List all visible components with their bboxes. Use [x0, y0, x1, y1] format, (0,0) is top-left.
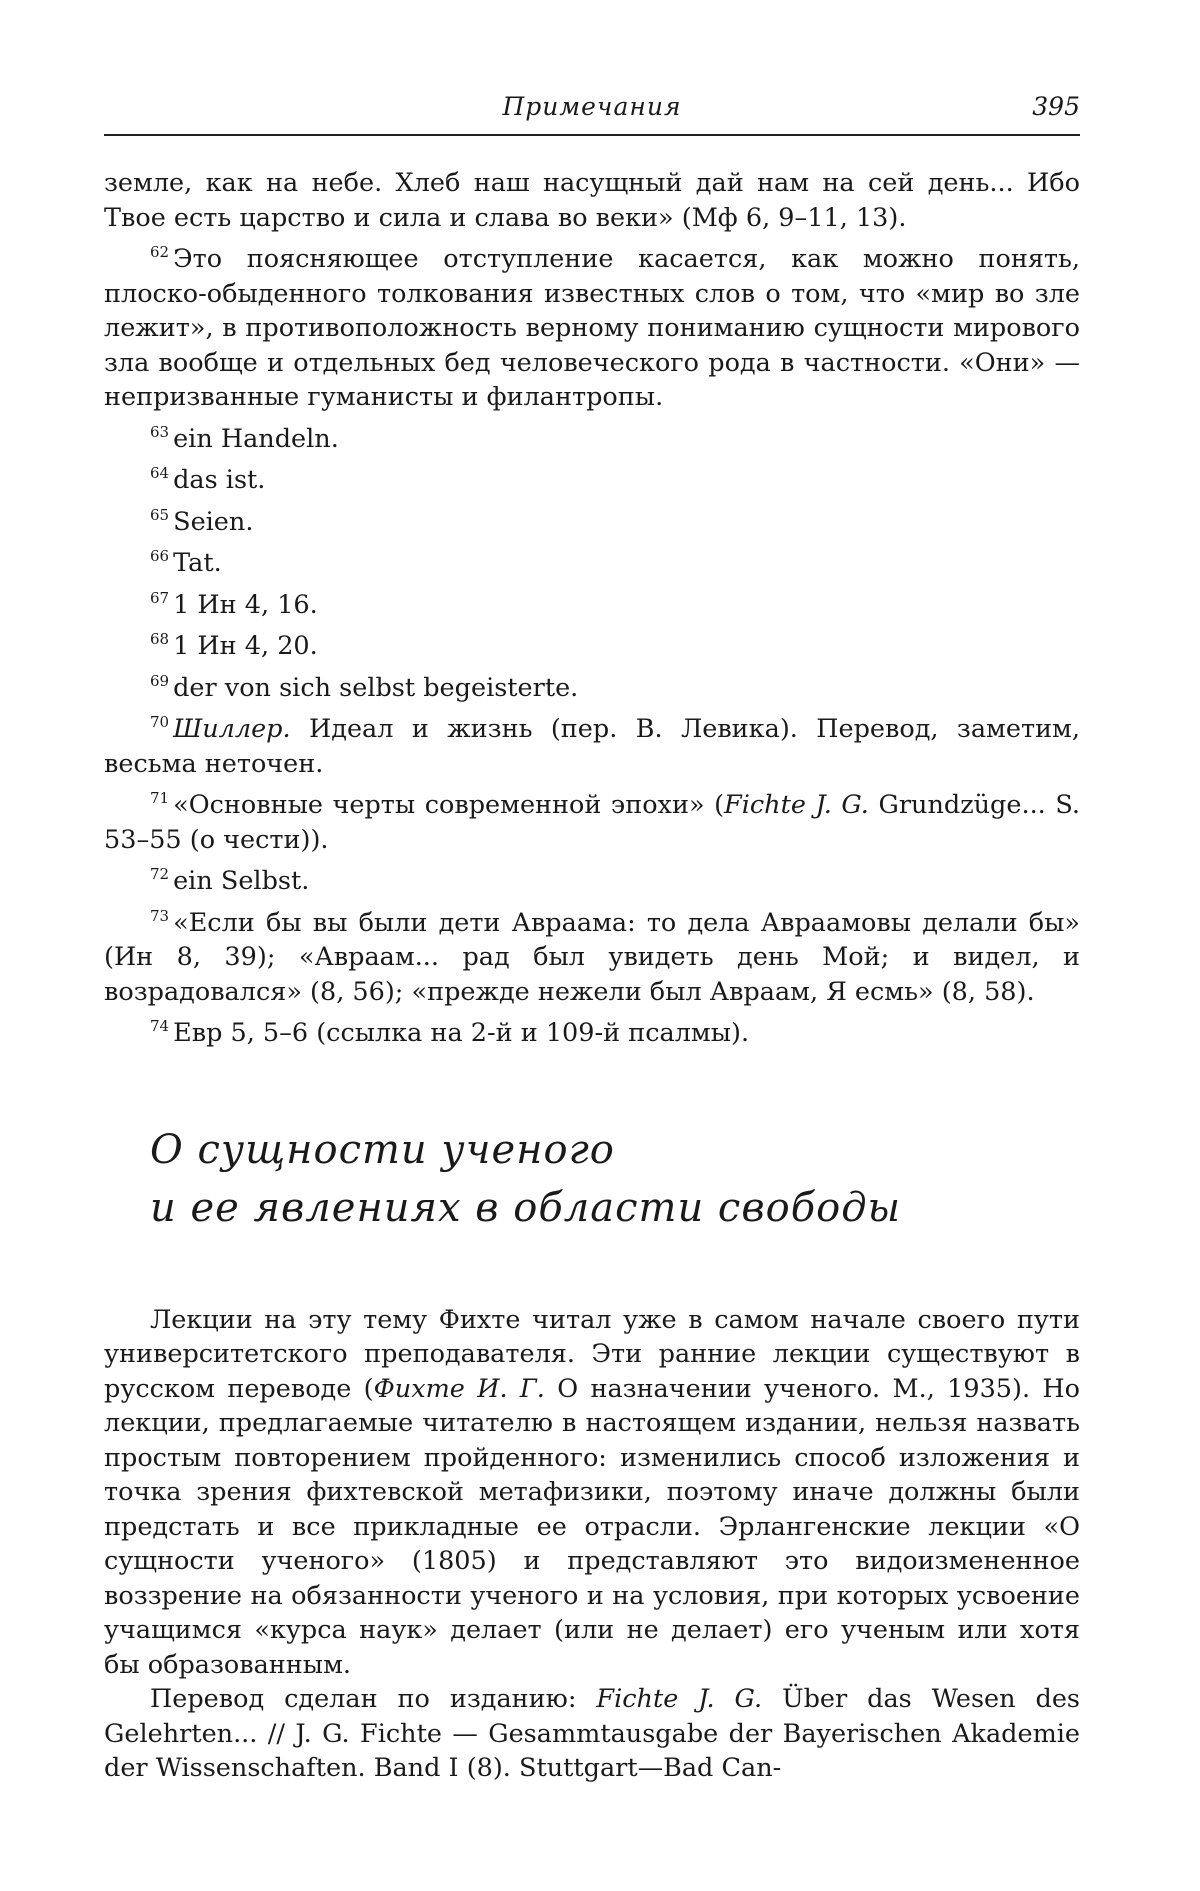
note-number: 74	[150, 1017, 170, 1035]
paragraph-text: Über das Wesen des Gelehrten... // J. G. Fichte — Gesammtausgabe der Bayerischen Akademie der Wissenschaften. Band I (8). Stuttgart—Bad Can-	[104, 1684, 1080, 1783]
note-text: «Если бы вы были дети Авраама: то дела Авраамовы делали бы» (Ин 8, 39); «Авраам... рад был увидеть день Мой; и видел, и возрадовался» (8, 56); «прежде нежели был Авраам, Я есмь» (8, 58).	[104, 907, 1080, 1007]
note-number: 65	[150, 505, 170, 524]
note-text: das ist.	[173, 465, 266, 495]
note-72	[104, 857, 1080, 899]
essay-title	[150, 1121, 1080, 1237]
header-rule	[104, 134, 1080, 136]
note-74	[104, 1009, 1080, 1051]
note-text: Идеал и жизнь (пер. В. Левика). Перевод, заметим, весьма неточен.	[104, 714, 1080, 779]
note-number: 68	[150, 630, 170, 648]
note-text: Tat.	[173, 548, 222, 578]
author-ref: Fichte J. G.	[596, 1684, 763, 1714]
note-text: der von sich selbst begeisterte.	[173, 672, 579, 703]
note-70	[104, 705, 1080, 781]
note-71	[104, 781, 1080, 857]
note-62	[104, 235, 1080, 415]
note-text: Seien.	[173, 506, 254, 537]
note-68	[104, 622, 1080, 664]
author-ref: Фихте И. Г.	[373, 1373, 545, 1404]
note-text: Это поясняющее отступление касается, как можно понять, плоско-обыденного толкования известных слов о том, что «мир во зле лежит», в противоположность верному пониманию сущности мирового зла вообще и отдельных бед человеческого рода в частности. «Они» — непризванные гуманисты и филантропы.	[104, 244, 1080, 412]
note-number: 67	[150, 588, 170, 607]
note-text: Евр 5, 5–6 (ссылка на 2-й и 109-й псалмы).	[173, 1018, 750, 1048]
notes-list	[104, 235, 1080, 1051]
note-text: ein Handeln.	[173, 423, 339, 454]
essay-paragraph-1	[104, 1303, 1080, 1683]
note-text: ein Selbst.	[173, 866, 310, 896]
paragraph-text: О назначении ученого. М., 1935). Но лекции, предлагаемые читателю в настоящем издании, нельзя назвать простым повторением пройденного: изменились способ изложения и точка зрения фихтевской метафизики, поэтому иначе должны были предстать и все прикладные ее отрасли. Эрлангенские лекции «О сущности ученого» (1805) и представляют это видоизмененное воззрение на обязанности ученого и на условия, при которых усвоение учащимся «курса наук» делает (или не делает) его ученым или хотя бы образованным.	[104, 1373, 1081, 1680]
page-number: 395	[1032, 92, 1080, 121]
note-text: Grundzüge... S. 53–55 (о чести)).	[104, 790, 1080, 855]
note-number: 71	[150, 789, 170, 807]
continued-note-text: земле, как на небе. Хлеб наш насущный дай нам на сей день... Ибо Твое есть царство и сила и слава во веки» (Мф 6, 9–11, 13).	[104, 168, 1080, 233]
paragraph-text: Лекции на эту тему Фихте читал уже в самом начале своего пути университетского преподавателя. Эти ранние лекции существуют в русском переводе (	[104, 1304, 1080, 1404]
note-73	[104, 899, 1080, 1010]
note-text-pre: «Основные черты современной эпохи» (	[173, 790, 725, 820]
note-number: 69	[150, 671, 170, 690]
note-63	[104, 415, 1080, 457]
note-number: 63	[150, 422, 170, 441]
note-number: 72	[150, 865, 170, 883]
note-number: 62	[150, 243, 170, 261]
essay-title-line-2: и ее явлениях в области свободы	[150, 1184, 902, 1231]
note-author: Fichte J. G.	[724, 790, 869, 820]
note-text: 1 Ин 4, 16.	[173, 589, 318, 620]
running-head	[104, 90, 1080, 130]
essay-title-line-1: О сущности ученого	[150, 1126, 615, 1173]
note-number: 66	[150, 547, 170, 565]
note-67	[104, 581, 1080, 623]
note-64	[104, 456, 1080, 498]
page	[104, 90, 1080, 1786]
running-title: Примечания	[502, 92, 682, 121]
note-author: Шиллер.	[173, 714, 291, 744]
note-66	[104, 539, 1080, 581]
note-number: 70	[150, 713, 170, 731]
paragraph-text: Перевод сделан по изданию:	[150, 1684, 597, 1714]
note-text: 1 Ин 4, 20.	[173, 631, 318, 661]
note-65	[104, 498, 1080, 540]
note-69	[104, 664, 1080, 706]
note-number: 73	[150, 906, 170, 925]
note-number: 64	[150, 464, 170, 482]
essay-paragraph-2	[104, 1682, 1080, 1786]
